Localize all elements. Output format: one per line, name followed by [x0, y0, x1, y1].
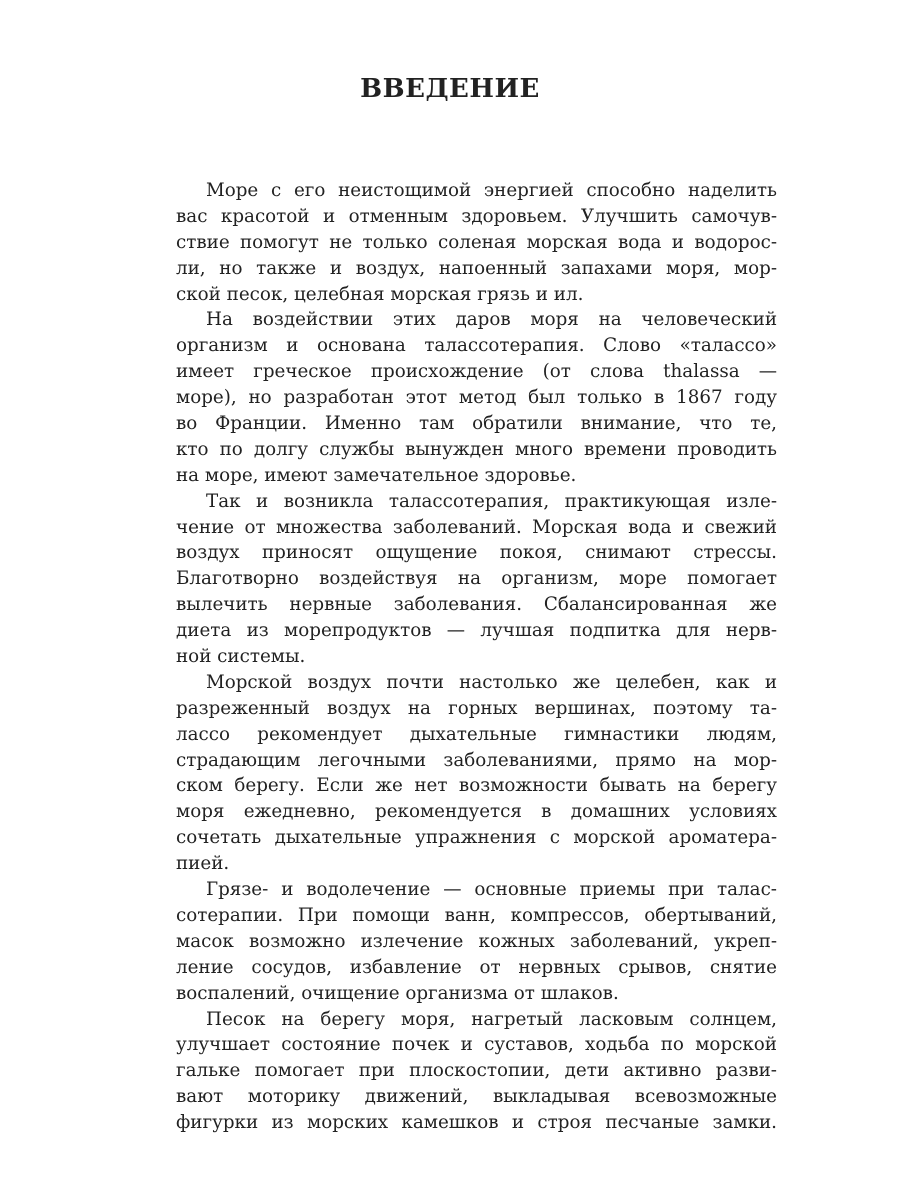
page-title: ВВЕДЕНИЕ [360, 74, 540, 104]
text-line: во Франции. Именно там обратили внимание, что те, [176, 413, 777, 435]
text-line: сотерапии. При помощи ванн, компрессов, обертываний, [176, 904, 777, 926]
text-line: вают моторику движений, выкладывая всевозможные [176, 1086, 777, 1108]
text-line: на море, имеют замечательное здоровье. [176, 464, 577, 486]
text-line: улучшает состояние почек и суставов, ходьба по морской [176, 1034, 777, 1056]
text-line: ли, но также и воздух, напоенный запахами моря, мор- [176, 257, 777, 279]
text-line: гальке помогает при плоскостопии, дети активно разви- [176, 1060, 777, 1082]
text-line: сочетать дыхательные упражнения с морской ароматера- [176, 827, 777, 849]
text-line: пией. [176, 853, 230, 875]
text-line: ление сосудов, избавление от нервных срывов, снятие [176, 956, 777, 978]
text-line: ствие помогут не только соленая морская вода и водорос- [176, 231, 777, 253]
text-line: фигурки из морских камешков и строя песчаные замки. [176, 1112, 777, 1134]
body-text [176, 178, 777, 1136]
text-line: ной системы. [176, 646, 306, 668]
text-line: организм и основана талассотерапия. Слово «талассо» [176, 335, 777, 357]
text-line: воспалений, очищение организма от шлаков. [176, 982, 619, 1004]
text-line: имеет греческое происхождение (от слова thalassa — [176, 361, 777, 383]
text-line: масок возможно излечение кожных заболеваний, укреп- [176, 930, 777, 952]
text-line: лассо рекомендует дыхательные гимнастики людям, [176, 723, 777, 745]
text-line: диета из морепродуктов — лучшая подпитка для нерв- [176, 620, 777, 642]
text-line: На воздействии этих даров моря на человеческий [206, 309, 777, 331]
text-line: моря ежедневно, рекомендуется в домашних условиях [176, 801, 777, 823]
text-line: воздух приносят ощущение покоя, снимают стрессы. [176, 542, 777, 564]
text-line: Благотворно воздействуя на организм, море помогает [176, 568, 777, 590]
text-line: Песок на берегу моря, нагретый ласковым солнцем, [206, 1008, 777, 1030]
text-line: разреженный воздух на горных вершинах, поэтому та- [176, 697, 777, 719]
text-line: Морской воздух почти настолько же целебен, как и [206, 671, 777, 693]
text-line: море), но разработан этот метод был только в 1867 году [176, 387, 777, 409]
text-line: ской песок, целебная морская грязь и ил. [176, 283, 584, 305]
text-line: вас красотой и отменным здоровьем. Улучшить самочув- [176, 205, 777, 227]
text-line: Грязе- и водолечение — основные приемы при талас- [206, 879, 777, 901]
text-line: Так и возникла талассотерапия, практикующая изле- [206, 490, 777, 512]
text-line: вылечить нервные заболевания. Сбалансированная же [176, 594, 777, 616]
text-line: кто по долгу службы вынужден много времени проводить [176, 438, 777, 460]
text-line: чение от множества заболеваний. Морская вода и свежий [176, 516, 777, 538]
text-line: ском берегу. Если же нет возможности бывать на берегу [176, 775, 777, 797]
text-line: Море с его неистощимой энергией способно наделить [206, 180, 777, 201]
text-line: страдающим легочными заболеваниями, прямо на мор- [176, 749, 777, 771]
